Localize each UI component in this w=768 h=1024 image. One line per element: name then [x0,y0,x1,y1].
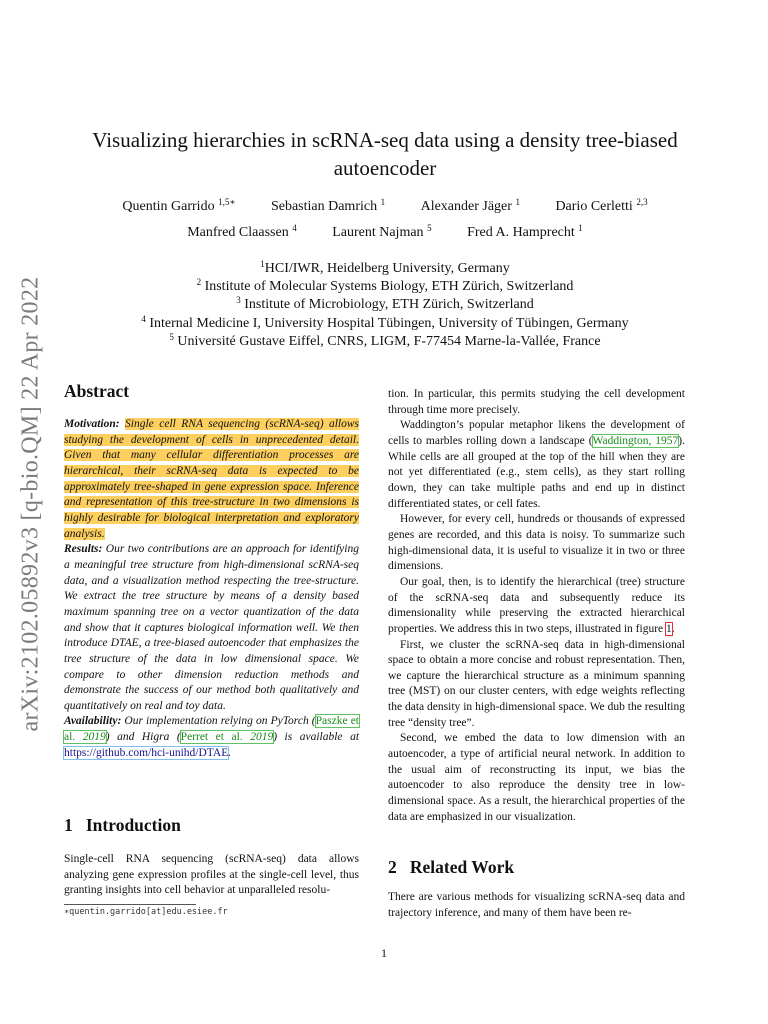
citation-perret[interactable]: Perret et al. 2019 [180,731,274,744]
author: Quentin Garrido $^{1,5∗}$ [122,197,236,214]
author: Alexander Jäger $^1$ [420,197,520,214]
affiliation: $^2$ Institute of Molecular Systems Biology, ETH Zürich, Switzerland [196,277,574,295]
author: Fred A. Hamprecht $^1$ [467,223,583,240]
motivation-highlight: Single cell RNA sequencing (scRNA-seq) allows studying the development of cells in unprecedented detail. Given that many cellular differentiation processes are hierarchical, their scRNA-seq data is expected to be approximately tree-shaped in gene expression space. Inference and representation of this tree-structure in two dimensions is highly desirable for biological interpretation and exploratory analysis. [64,418,360,540]
results-label: Results: [64,543,103,556]
section-1-heading: 1 Introduction [64,815,181,835]
intro-paragraph: Single-cell RNA sequencing (scRNA-seq) data allows analyzing gene expression profiles at the single-cell level, thus granting insights into cell behavior at unparalleled resolu- [64,853,359,897]
abstract-body [64,417,359,761]
paragraph: However, for every cell, hundreds or thousands of expressed genes are recorded, and this data is noisy. To summarize such high-dimensional data, it is useful to visualize it in two or three dimensions. [388,513,685,573]
arxiv-id-text: arXiv:2102.05892v3 [q-bio.QM] 22 Apr 2022 [17,276,44,732]
paragraph: tion. In particular, this permits studying the cell development through time more precisely. [388,388,685,416]
author: Sebastian Damrich $^1$ [270,197,386,214]
citation-waddington[interactable]: Waddington, 1957 [592,434,679,447]
abstract-heading: Abstract [64,381,130,401]
paper-title: Visualizing hierarchies in scRNA-seq data using a density tree-biased autoencoder [92,128,678,180]
motivation-label: Motivation: [64,418,120,430]
abstract-motivation [64,417,359,542]
affiliation: $^4$ Internal Medicine I, University Hospital Tübingen, University of Tübingen, Germany [141,313,629,331]
affiliation: $^1$HCI/IWR, Heidelberg University, Germany [260,259,510,276]
abstract-availability: Availability: Our implementation relying on PyTorch (Paszke et al. 2019) and Higra (Perret et al. 2019) is available at https://github.com/hci-unihd/DTAE. [64,715,360,759]
footnote-email: ∗quentin.garrido[at]edu.esiee.fr [64,907,228,917]
author: Manfred Claassen $^4$ [187,223,297,240]
affiliation: $^3$ Institute of Microbiology, ETH Zürich, Switzerland [236,295,534,313]
section-2-heading: 2 Related Work [388,857,515,877]
author: Dario Cerletti $^{2,3}$ [555,197,648,214]
author-row-2 [60,225,710,241]
availability-label: Availability: [64,715,122,728]
author-row-1 [60,199,710,215]
affiliation: $^5$ Université Gustave Eiffel, CNRS, LIGM, F-77454 Marne-la-Vallée, France [169,331,601,349]
paragraph: Second, we embed the data to low dimension with an autoencoder, a type of artificial neural network. In addition to the usual aim of reconstructing its input, we bias the autoencoder to also reproduce the density tree in low-dimensional space. As a result, the hierarchical properties of the data are emphasized in our visualization. [388,732,685,823]
footnote-rule [64,904,196,905]
paragraph: Our goal, then, is to identify the hierarchical (tree) structure of the scRNA-seq data and subsequently reduce its dimensionality while preserving the extracted hierarchical properties. We address this in two steps, illustrated in figure 1. [388,575,685,635]
figure-ref-1[interactable]: 1 [666,622,672,635]
affiliations [60,260,710,351]
paragraph: Waddington’s popular metaphor likens the development of cells to marbles rolling down a landscape (Waddington, 1957). While cells are all grouped at the top of the hill when they are not yet differentiated (e.g., stem cells), as they start rolling down, they can take multiple paths and end up in distinct differentiated states, or cell fates. [388,419,685,510]
paragraph: First, we cluster the scRNA-seq data in high-dimensional space to obtain a more concise and robust representation. Then, we capture the hierarchical structure as a minimum spanning tree (MST) on our cluster centers, with edge weights reflecting the data density in high-dimensional space. We dub the resulting tree “density tree”. [388,638,685,729]
right-column-body [388,387,685,825]
author: Laurent Najman $^5$ [332,223,432,240]
arxiv-side-label [6,254,56,754]
page-number: 1 [381,946,387,960]
github-link[interactable]: https://github.com/hci-unihd/DTAE [64,746,229,759]
related-work-paragraph: There are various methods for visualizing scRNA-seq data and trajectory inference, and many of them have been re- [388,891,685,919]
abstract-results: Results: Our two contributions are an approach for identifying a meaningful tree structure from high-dimensional scRNA-seq data, and a visualization method respecting the tree-structure. We extract the tree structure by means of a density based maximum spanning tree on a vector quantization of the data and show that it captures biological information well. We then introduce DTAE, a tree-biased autoencoder that emphasizes the tree structure of the data in low dimensional space. We compare to other dimension reduction methods and demonstrate the success of our method both qualitatively and quantitatively on real and toy data. [64,543,359,712]
citation-paszke[interactable]: Paszke et al. 2019 [64,715,360,744]
